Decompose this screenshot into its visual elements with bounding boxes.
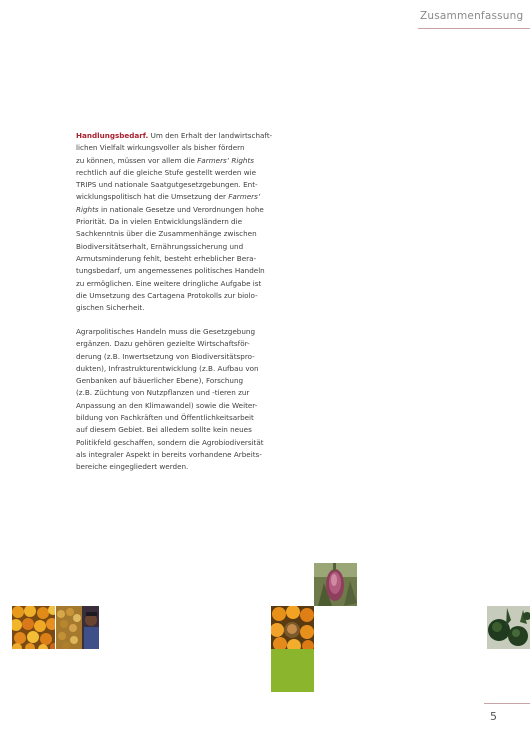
- text-line: Sachkenntnis über die Zusammenhänge zwischen: [76, 229, 257, 239]
- text-line: Agrarpolitisches Handeln muss die Gesetzgebung: [76, 327, 256, 336]
- text-line: die Umsetzung des Cartagena Protokolls zur biolo-: [76, 290, 258, 300]
- text-line: Priorität. Da in vielen Entwicklungsländern die: [76, 217, 243, 227]
- section-title: Zusammenfassung: [420, 10, 524, 22]
- text-line: rechtlich auf die gleiche Stufe gestellt werden wie: [76, 167, 257, 177]
- text-line: (z.B. Züchtung von Nutzpflanzen und -tieren zur: [76, 388, 250, 398]
- text-line: [76, 191, 272, 203]
- italic-term: Farmers’ Rights: [197, 155, 255, 165]
- marigold-flowers-photo: [12, 606, 55, 649]
- text-fragment: wicklungspolitisch hat die Umsetzung der: [76, 192, 229, 202]
- text-line: ergänzen. Dazu gehören gezielte Wirtschaftsför-: [76, 339, 250, 349]
- text-line: Politikfeld geschaffen, sondern die Agrobiodiversität: [76, 437, 264, 447]
- paragraph-handlungsbedarf: [76, 130, 272, 314]
- text-line: [76, 204, 272, 216]
- market-person-photo: [56, 606, 99, 649]
- text-line: tungsbedarf, um angemessenes politisches Handeln: [76, 266, 265, 276]
- green-fruit-photo: [487, 606, 530, 649]
- text-line: zu ermöglichen. Eine weitere dringliche Aufgabe ist: [76, 278, 262, 288]
- banana-flower-photo: [314, 563, 357, 606]
- paragraph-agrarpolitik: [76, 326, 272, 474]
- text-line: TRIPS und nationale Saatgutgesetzgebungen. Ent-: [76, 180, 258, 190]
- text-line: Biodiversitätserhalt, Ernährungssicherung und: [76, 241, 244, 251]
- text-fragment: in nationale Gesetze und Verordnungen hohe: [98, 204, 264, 214]
- page-number: 5: [490, 710, 497, 723]
- text-line: auf diesem Gebiet. Bei alledem sollte kein neues: [76, 425, 252, 435]
- text-line: bereiche eingegliedert werden.: [76, 462, 189, 472]
- italic-term: Rights: [76, 204, 99, 214]
- text-line: dukten), Infrastrukturentwicklung (z.B. Aufbau von: [76, 363, 259, 373]
- text-fragment: Um den Erhalt der landwirtschaft-: [148, 131, 273, 140]
- text-line: als integraler Aspekt in bereits vorhandene Arbeits-: [76, 449, 262, 459]
- text-line: lichen Vielfalt wirkungsvoller als bisher fördern: [76, 143, 245, 153]
- text-line: [76, 130, 272, 142]
- text-line: Genbanken auf bäuerlicher Ebene), Forschung: [76, 376, 244, 386]
- text-line: bildung von Fachkräften und Öffentlichkeitsarbeit: [76, 413, 254, 423]
- orange-flowers-photo: [271, 606, 314, 649]
- text-fragment: zu können, müssen vor allem die: [76, 155, 198, 165]
- running-header: [418, 10, 530, 29]
- text-line: [76, 155, 272, 167]
- text-line: derung (z.B. Inwertsetzung von Biodiversitätspro-: [76, 351, 255, 361]
- italic-term: Farmers’: [228, 192, 261, 202]
- text-line: Anpassung an den Klimawandel) sowie die Weiter-: [76, 400, 258, 410]
- green-color-block: [271, 649, 314, 692]
- footer-rule: [484, 703, 530, 704]
- lead-in-heading: Handlungsbedarf.: [76, 131, 149, 140]
- text-line: gischen Sicherheit.: [76, 303, 145, 313]
- text-line: Armutsminderung fehlt, besteht erheblicher Bera-: [76, 253, 257, 263]
